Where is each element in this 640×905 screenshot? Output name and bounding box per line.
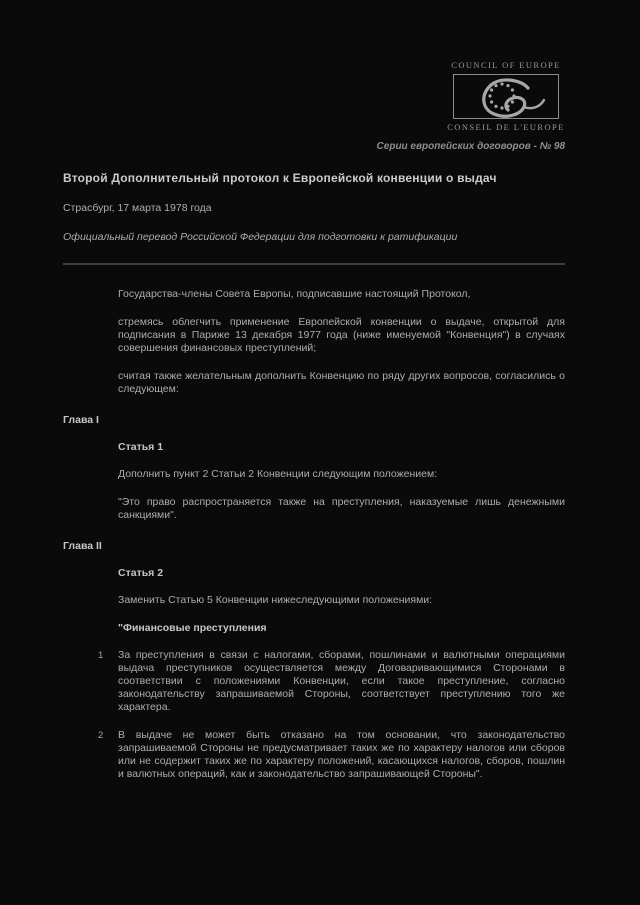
numbered-item xyxy=(98,649,565,714)
logo-bottom-caption: CONSEIL DE L'EUROPE xyxy=(447,122,565,132)
coe-emblem-icon xyxy=(454,75,558,118)
numbered-item xyxy=(98,729,565,781)
item-text: В выдаче не может быть отказано на том основании, что законодательство запрашиваемой Стороны не предусматривает таких же по характеру налогов или сборов или не содержит таких же по характеру положений, касающихся налогов, сборов, пошлин и валютных операций, как и законодательство запрашивающей Стороны". xyxy=(118,729,565,780)
article-2-heading: Статья 2 xyxy=(118,567,164,579)
article-1-heading: Статья 1 xyxy=(118,441,164,453)
preamble-paragraph: стремясь облегчить применение Европейской конвенции о выдаче, открытой для подписания в Париже 13 декабря 1977 года (ниже именуемой "Конвенция") в случаях совершения финансовых преступлений; xyxy=(118,316,565,354)
preamble-paragraph: считая также желательным дополнить Конвенцию по ряду других вопросов, согласились о следующем: xyxy=(118,370,565,395)
item-number: 1 xyxy=(98,650,104,661)
horizontal-divider xyxy=(63,263,565,265)
document-date: Страсбург, 17 марта 1978 года xyxy=(63,202,212,214)
item-text: За преступления в связи с налогами, сборами, пошлинами и валютными операциями выдача преступников осуществляется между Договаривающимися Сторонами в соответствии с положениями Конвенции, если такое преступление, согласно законодательству запрашиваемой Стороны, соответствует преступлению того же характера. xyxy=(118,649,565,713)
article-1-quote: "Это право распространяется также на преступления, наказуемые лишь денежными санкциями". xyxy=(118,496,565,521)
preamble-paragraph: Государства-члены Совета Европы, подписавшие настоящий Протокол, xyxy=(118,288,471,300)
page-header xyxy=(63,0,565,132)
document-title: Второй Дополнительный протокол к Европейской конвенции о выдач xyxy=(63,171,497,185)
translation-note: Официальный перевод Российской Федерации для подготовки к ратификации xyxy=(63,231,458,243)
article-2-paragraph: Заменить Статью 5 Конвенции нижеследующими положениями: xyxy=(118,594,433,606)
logo-top-caption: COUNCIL OF EUROPE xyxy=(451,60,561,70)
council-of-europe-logo xyxy=(447,60,565,132)
logo-emblem-box xyxy=(453,74,559,119)
finance-crimes-subheading: "Финансовые преступления xyxy=(118,622,267,634)
article-1-paragraph: Дополнить пункт 2 Статьи 2 Конвенции следующим положением: xyxy=(118,468,438,480)
chapter-2-heading: Глава II xyxy=(63,540,102,552)
chapter-1-heading: Глава I xyxy=(63,414,99,426)
item-number: 2 xyxy=(98,730,104,741)
treaty-series-label: Серии европейских договоров - № 98 xyxy=(376,141,565,152)
